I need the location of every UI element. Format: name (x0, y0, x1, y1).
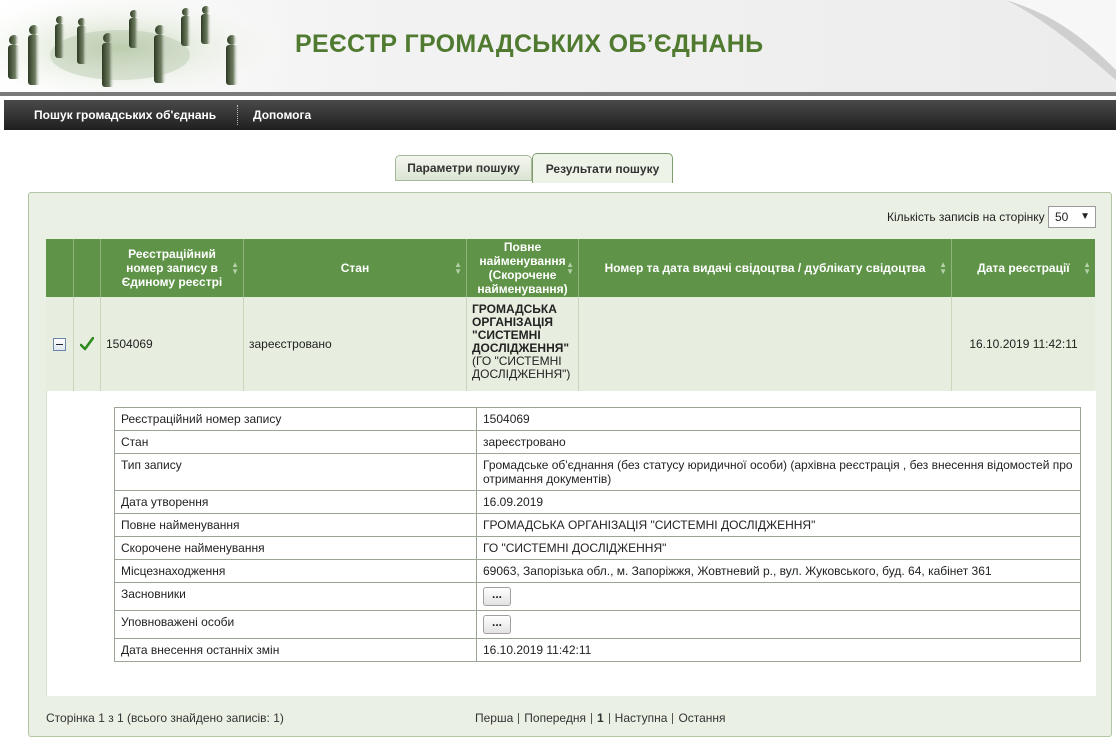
page-curl-decoration (986, 0, 1116, 96)
detail-label: Місцезнаходження (115, 560, 477, 583)
main-navigation (4, 100, 1116, 130)
header-expand-col (46, 239, 74, 297)
short-name-text: (ГО "СИСТЕМНІ ДОСЛІДЖЕННЯ") (472, 354, 571, 381)
collapse-button[interactable] (53, 338, 66, 351)
nav-search-associations[interactable]: Пошук громадських об'єднань (34, 108, 217, 122)
header-status[interactable] (244, 239, 467, 297)
header-reg-date-label: Дата реєстрації (977, 261, 1070, 275)
per-page-value: 50 (1055, 210, 1069, 224)
detail-row (115, 431, 1081, 454)
detail-label: Уповноважені особи (115, 611, 477, 639)
detail-label: Скорочене найменування (115, 537, 477, 560)
nav-help[interactable]: Допомога (253, 108, 312, 122)
sort-icon: ▲ ▼ (566, 260, 574, 276)
more-details-button[interactable]: ... (483, 587, 511, 606)
banner-people-illustration (0, 0, 300, 96)
detail-value: зареєстровано (477, 431, 1081, 454)
detail-row (115, 639, 1081, 662)
status-icon-cell (74, 297, 101, 391)
detail-row (115, 454, 1081, 491)
detail-label: Повне найменування (115, 514, 477, 537)
detail-row (115, 491, 1081, 514)
detail-value (477, 583, 1081, 611)
sort-icon: ▲ ▼ (939, 260, 947, 276)
results-panel (28, 192, 1112, 737)
detail-label: Стан (115, 431, 477, 454)
sort-icon: ▲ ▼ (231, 260, 239, 276)
pager-prev[interactable]: Попередня (524, 711, 586, 725)
site-title: РЕЄСТР ГРОМАДСЬКИХ ОБ’ЄДНАНЬ (295, 30, 764, 58)
detail-row (115, 514, 1081, 537)
detail-value: 16.09.2019 (477, 491, 1081, 514)
pager-current: 1 (596, 711, 604, 725)
detail-label: Дата внесення останніх змін (115, 639, 477, 662)
per-page-select[interactable] (1048, 206, 1096, 228)
nav-separator (237, 105, 238, 125)
header-full-name[interactable] (467, 239, 579, 297)
detail-label: Засновники (115, 583, 477, 611)
detail-value: 16.10.2019 11:42:11 (477, 639, 1081, 662)
more-details-button[interactable]: ... (483, 615, 511, 634)
dropdown-arrow-icon: ▼ (1080, 211, 1090, 222)
cell-reg-number: 1504069 (101, 297, 244, 391)
pager-last[interactable]: Остання (678, 711, 726, 725)
detail-row (115, 583, 1081, 611)
header-reg-number[interactable] (101, 239, 244, 297)
sort-icon: ▲ ▼ (454, 260, 462, 276)
sort-icon: ▲ ▼ (1083, 260, 1091, 276)
detail-value (477, 611, 1081, 639)
pager-first[interactable]: Перша (475, 711, 514, 725)
detail-row (115, 408, 1081, 431)
header-reg-date[interactable] (952, 239, 1095, 297)
header-banner (0, 0, 1116, 96)
detail-row (115, 560, 1081, 583)
cell-reg-date: 16.10.2019 11:42:11 (969, 337, 1078, 351)
details-table (114, 407, 1081, 662)
full-name-text: ГРОМАДСЬКА ОРГАНІЗАЦІЯ "СИСТЕМНІ ДОСЛІДЖЕННЯ" (472, 302, 570, 355)
tab-search-parameters[interactable]: Параметри пошуку (395, 155, 532, 181)
detail-value: ГО "СИСТЕМНІ ДОСЛІДЖЕННЯ" (477, 537, 1081, 560)
detail-label: Реєстраційний номер запису (115, 408, 477, 431)
cell-status: зареєстровано (244, 297, 467, 391)
detail-value: Громадське об'єднання (без статусу юридичної особи) (архівна реєстрація , без внесення відомостей про отримання документів) (477, 454, 1081, 491)
expand-cell (46, 297, 74, 391)
tab-search-results[interactable]: Результати пошуку (532, 153, 673, 183)
detail-label: Тип запису (115, 454, 477, 491)
detail-value: ГРОМАДСЬКА ОРГАНІЗАЦІЯ "СИСТЕМНІ ДОСЛІДЖЕННЯ" (477, 514, 1081, 537)
banner-divider (0, 92, 1116, 96)
cell-certificate (579, 297, 952, 391)
detail-value: 1504069 (477, 408, 1081, 431)
detail-label: Дата утворення (115, 491, 477, 514)
pager (475, 711, 726, 725)
detail-value: 69063, Запорізька обл., м. Запоріжжя, Жовтневий р., вул. Жуковського, буд. 64, кабінет 361 (477, 560, 1081, 583)
header-reg-number-label: Реєстраційний номер запису в Єдиному реєстрі (121, 247, 223, 289)
header-full-name-label: Повне найменування (Скорочене найменування) (477, 240, 568, 296)
header-certificate[interactable] (579, 239, 952, 297)
detail-row (115, 611, 1081, 639)
header-certificate-label: Номер та дата видачі свідоцтва / дублікату свідоцтва (604, 261, 926, 275)
header-status-icon-col (74, 239, 101, 297)
checkmark-icon (80, 337, 94, 351)
pager-next[interactable]: Наступна (614, 711, 668, 725)
detail-row (115, 537, 1081, 560)
cell-full-name (467, 297, 579, 391)
per-page-label: Кількість записів на сторінку (887, 210, 1045, 224)
pager-summary: Сторінка 1 з 1 (всього знайдено записів: 1) (46, 711, 284, 725)
header-status-label: Стан (340, 261, 370, 275)
